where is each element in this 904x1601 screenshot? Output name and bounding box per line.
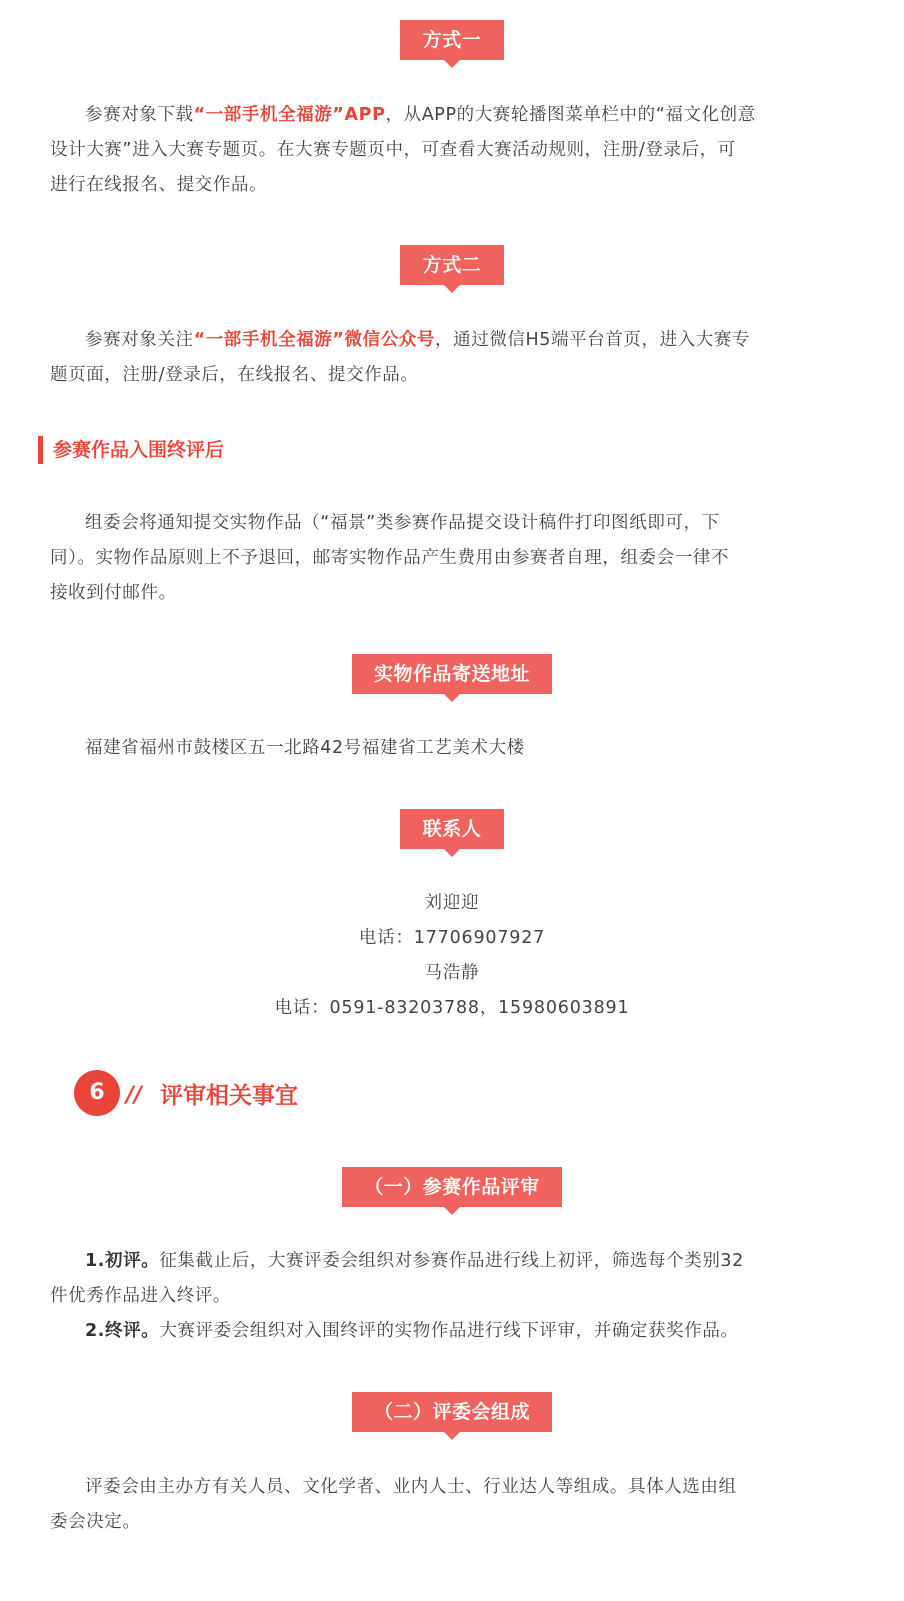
- committee-paragraph: [50, 1470, 825, 1540]
- finalist-line2: 同）。实物作品原则上不予退回，邮寄实物作品产生费用由参赛者自理，组委会一律不: [50, 548, 730, 568]
- preliminary-label: 1.初评。: [85, 1251, 160, 1271]
- final-label: 2.终评。: [85, 1321, 160, 1341]
- address-paragraph: [50, 731, 825, 766]
- app-name-highlight: “一部手机全福游”APP: [193, 105, 386, 125]
- preliminary-text: 征集截止后，大赛评委会组织对参赛作品进行线上初评，筛选每个类别32: [159, 1251, 744, 1271]
- committee-line1: 评委会由主办方有关人员、文化学者、业内人士、行业达人等组成。具体人选由组: [85, 1477, 737, 1497]
- committee-line2: 委会决定。: [50, 1512, 141, 1532]
- wechat-account-highlight: “一部手机全福游”微信公众号: [193, 330, 436, 350]
- committee-tag: （二）评委会组成: [352, 1392, 552, 1432]
- contacts-block: [0, 886, 904, 1026]
- contact-name-1: 刘迎迎: [424, 893, 480, 913]
- method2-line2: 题页面，注册/登录后，在线报名、提交作品。: [50, 365, 419, 385]
- contact-name-2: 马浩静: [424, 963, 480, 983]
- review-paragraph: [50, 1244, 825, 1349]
- preliminary-text-line2: 件优秀作品进入终评。: [50, 1286, 231, 1306]
- method1-tag: 方式一: [400, 20, 504, 60]
- finalist-heading: 参赛作品入围终评后: [38, 436, 224, 464]
- contact-phone-1: 电话：17706907927: [358, 928, 546, 948]
- method1-paragraph: [50, 98, 825, 203]
- method2-paragraph: [50, 323, 825, 393]
- address-tag: 实物作品寄送地址: [352, 654, 552, 694]
- review-tag: （一）参赛作品评审: [342, 1167, 562, 1207]
- method1-text-pre: 参赛对象下载: [85, 105, 194, 125]
- final-text: 大赛评委会组织对入围终评的实物作品进行线下评审，并确定获奖作品。: [159, 1321, 739, 1341]
- method2-tag: 方式二: [400, 245, 504, 285]
- address-text: 福建省福州市鼓楼区五一北路42号福建省工艺美术大楼: [85, 738, 525, 758]
- contacts-tag: 联系人: [400, 809, 504, 849]
- section-title: 评审相关事宜: [160, 1083, 298, 1109]
- method2-text-post: ，通过微信H5端平台首页，进入大赛专: [435, 330, 751, 350]
- method2-text-pre: 参赛对象关注: [85, 330, 194, 350]
- finalist-line1: 组委会将通知提交实物作品（“福景”类参赛作品提交设计稿件打印图纸即可，下: [85, 513, 720, 533]
- finalist-line3: 接收到付邮件。: [50, 583, 177, 603]
- method1-line2: 设计大赛”进入大赛专题页。在大赛专题页中，可查看大赛活动规则，注册/登录后，可: [50, 140, 736, 160]
- method1-text-post: ，从APP的大赛轮播图菜单栏中的“福文化创意: [385, 105, 756, 125]
- contact-phone-2: 电话：0591-83203788，15980603891: [274, 998, 630, 1018]
- finalist-paragraph: [50, 506, 825, 611]
- method1-line3: 进行在线报名、提交作品。: [50, 175, 268, 195]
- section-slash-decoration: //: [126, 1083, 143, 1108]
- section-number-badge: 6: [74, 1070, 120, 1116]
